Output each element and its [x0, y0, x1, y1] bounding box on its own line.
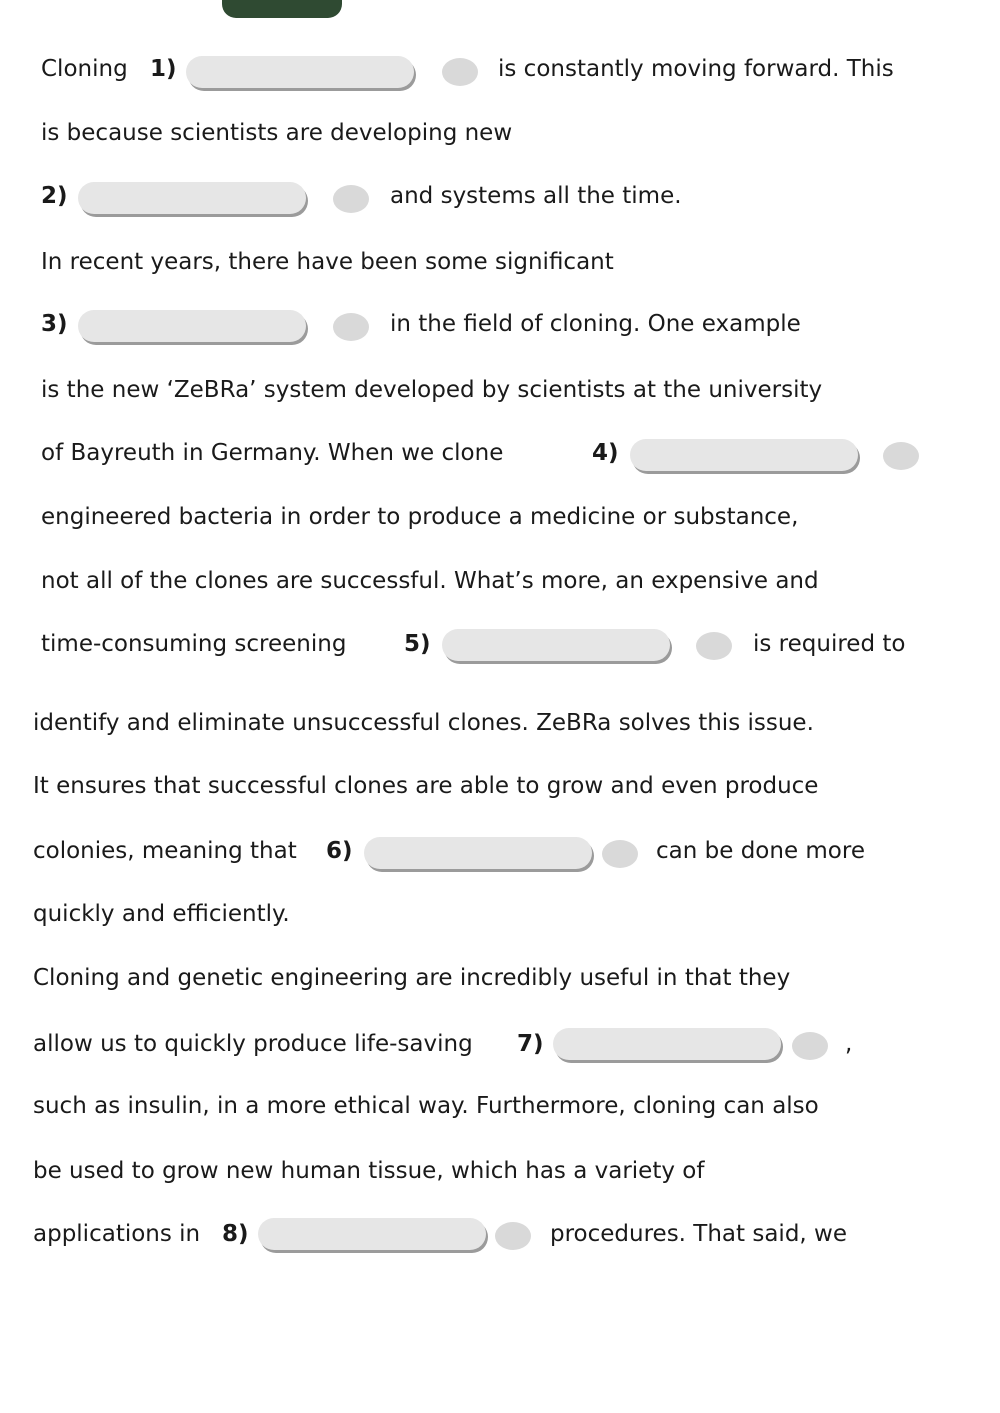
text-line: is required to	[753, 631, 906, 657]
text-line: not all of the clones are successful. What’s more, an expensive and	[41, 568, 819, 594]
text-line: In recent years, there have been some significant	[41, 249, 614, 275]
text-line: of Bayreuth in Germany. When we clone	[41, 440, 504, 466]
text-line: applications in	[33, 1221, 201, 1247]
answer-blank-3[interactable]	[78, 310, 306, 342]
text-line: allow us to quickly produce life-saving	[33, 1031, 473, 1057]
text-line: is the new ‘ZeBRa’ system developed by scientists at the university	[41, 377, 823, 403]
answer-blank-8[interactable]	[258, 1218, 486, 1250]
text-line: is constantly moving forward. This	[498, 56, 894, 82]
text-line: and systems all the time.	[390, 183, 682, 209]
check-dot-4[interactable]	[883, 442, 919, 470]
check-dot-5[interactable]	[696, 632, 732, 660]
answer-blank-2[interactable]	[78, 182, 306, 214]
text-line: Cloning and genetic engineering are incredibly useful in that they	[33, 965, 791, 991]
blank-number-1: 1)	[150, 56, 177, 82]
text-line: Cloning	[41, 56, 128, 82]
blank-number-3: 3)	[41, 311, 68, 337]
blank-number-7: 7)	[517, 1031, 544, 1057]
blank-number-5: 5)	[404, 631, 431, 657]
text-line: identify and eliminate unsuccessful clones. ZeBRa solves this issue.	[33, 710, 814, 736]
answer-blank-1[interactable]	[186, 56, 414, 88]
text-line: It ensures that successful clones are able to grow and even produce	[33, 773, 819, 799]
text-line: colonies, meaning that	[33, 838, 297, 864]
check-dot-8[interactable]	[495, 1222, 531, 1250]
text-line: in the field of cloning. One example	[390, 311, 801, 337]
top-tab	[222, 0, 342, 18]
text-line: such as insulin, in a more ethical way. Furthermore, cloning can also	[33, 1093, 819, 1119]
text-line: engineered bacteria in order to produce a medicine or substance,	[41, 504, 799, 530]
answer-blank-4[interactable]	[630, 439, 858, 471]
check-dot-3[interactable]	[333, 313, 369, 341]
text-line: time-consuming screening	[41, 631, 347, 657]
text-line: be used to grow new human tissue, which has a variety of	[33, 1158, 705, 1184]
text-line: is because scientists are developing new	[41, 120, 513, 146]
blank-number-8: 8)	[222, 1221, 249, 1247]
answer-blank-7[interactable]	[553, 1028, 781, 1060]
blank-number-6: 6)	[326, 838, 353, 864]
check-dot-7[interactable]	[792, 1032, 828, 1060]
check-dot-1[interactable]	[442, 58, 478, 86]
blank-number-2: 2)	[41, 183, 68, 209]
text-line: can be done more	[656, 838, 865, 864]
blank-number-4: 4)	[592, 440, 619, 466]
text-line: quickly and efficiently.	[33, 901, 290, 927]
text-line: procedures. That said, we	[550, 1221, 848, 1247]
check-dot-6[interactable]	[602, 840, 638, 868]
answer-blank-5[interactable]	[442, 629, 670, 661]
check-dot-2[interactable]	[333, 185, 369, 213]
text-line: ,	[845, 1031, 853, 1057]
answer-blank-6[interactable]	[364, 837, 592, 869]
